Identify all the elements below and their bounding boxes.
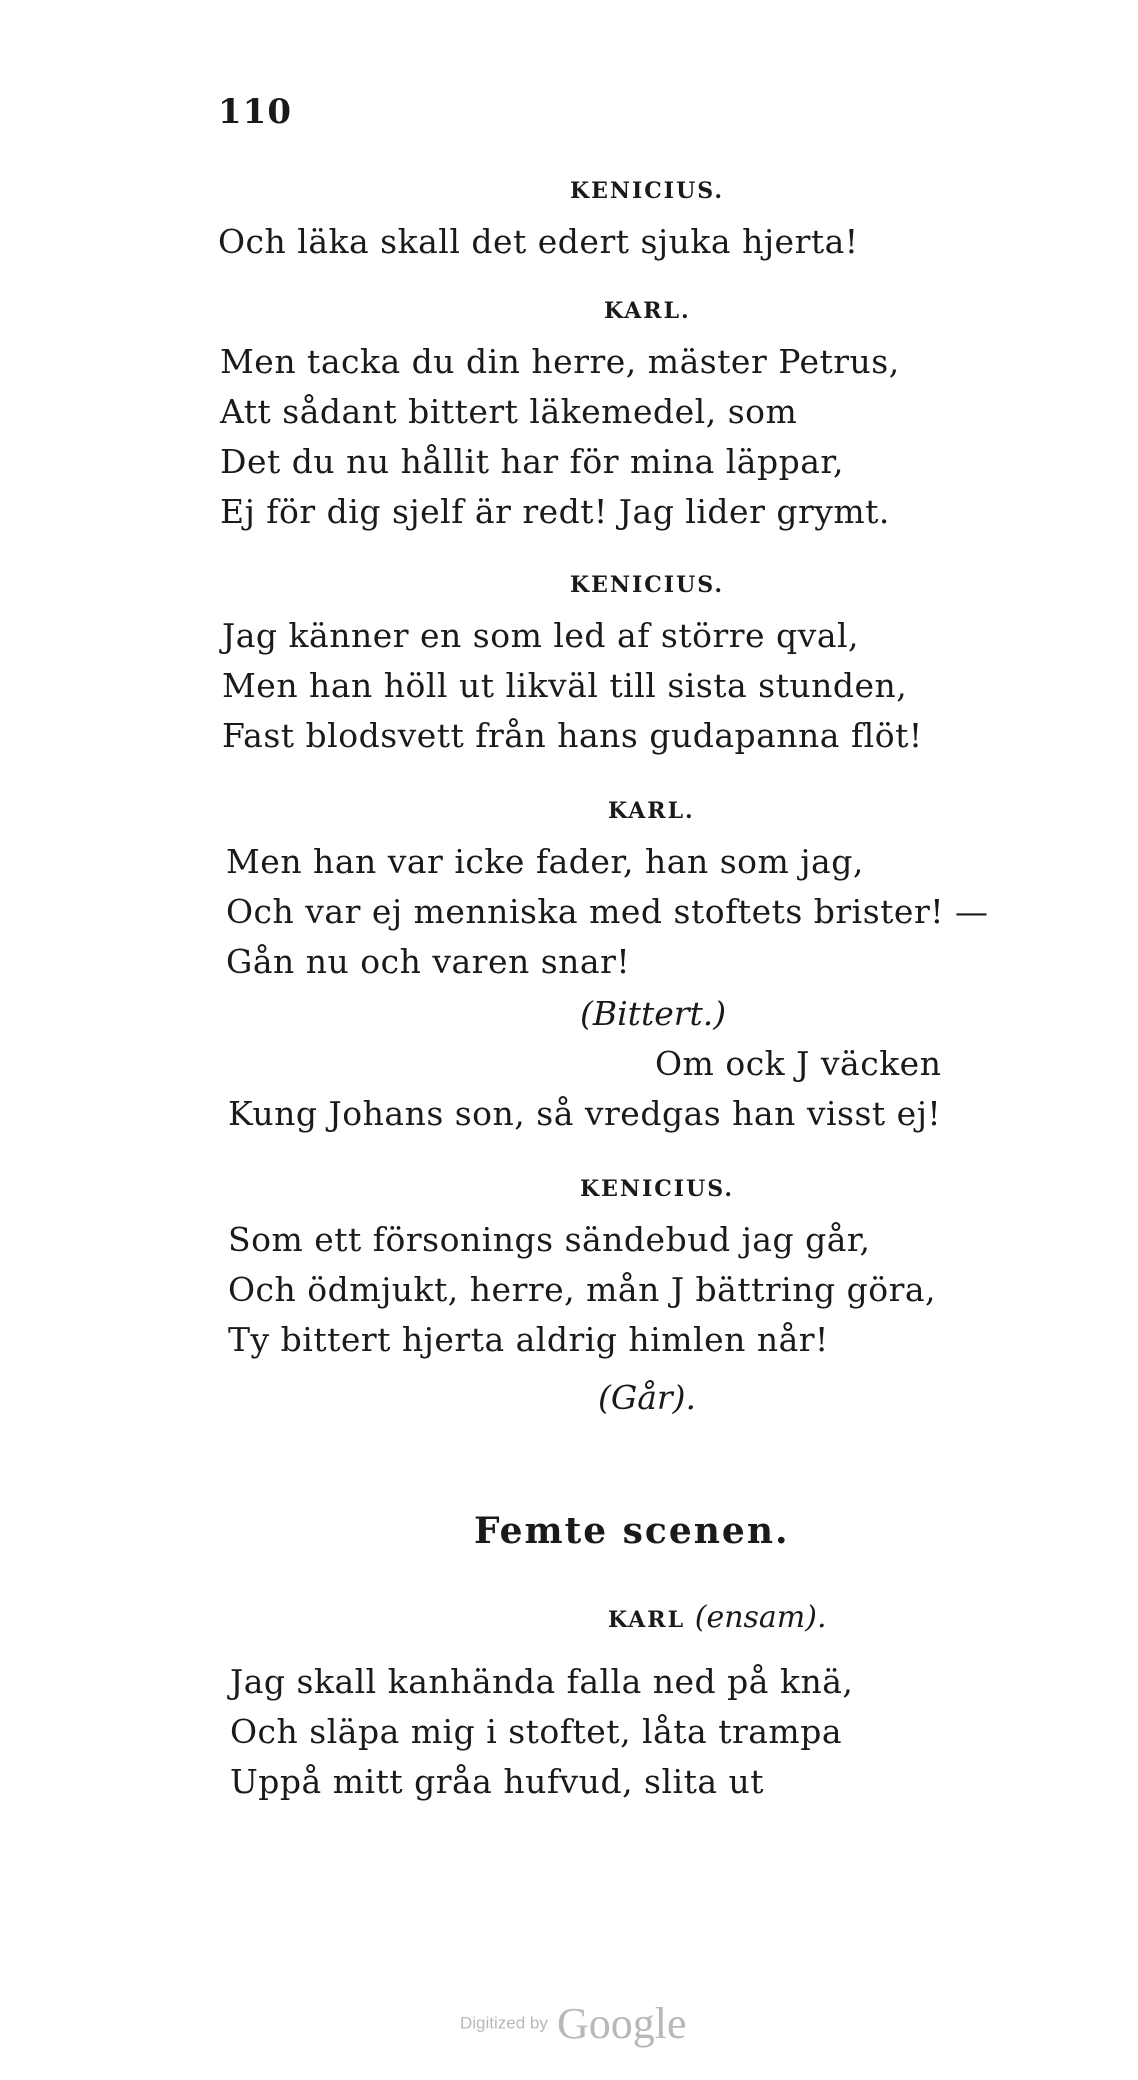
verse-line: Gån nu och varen snar! <box>226 942 631 981</box>
speaker-kenicius: KENICIUS. <box>580 1176 735 1202</box>
speaker-kenicius: KENICIUS. <box>570 178 725 204</box>
speaker-name: KARL <box>608 1607 686 1633</box>
verse-line: Fast blodsvett från hans gudapanna flöt! <box>222 716 923 755</box>
verse-line: Som ett försonings sändebud jag går, <box>228 1220 871 1259</box>
stage-direction: (Går). <box>598 1378 697 1417</box>
verse-line: Men han var icke fader, han som jag, <box>226 842 864 881</box>
stage-direction: (Bittert.) <box>580 994 727 1033</box>
speaker-karl: KARL. <box>604 298 691 324</box>
stage-direction: (ensam). <box>694 1600 827 1635</box>
google-logo-text: Google <box>556 1999 687 2048</box>
watermark-small-text: Digitized by <box>460 2013 548 2033</box>
verse-line: Och läka skall det edert sjuka hjerta! <box>218 222 859 261</box>
speaker-kenicius: KENICIUS. <box>570 572 725 598</box>
verse-line: Jag känner en som led af större qval, <box>222 616 860 655</box>
verse-line: Det du nu hållit har för mina läppar, <box>220 442 845 481</box>
scene-title: Femte scenen. <box>474 1510 790 1552</box>
page-number: 110 <box>218 92 292 132</box>
verse-line: Ty bittert hjerta aldrig himlen når! <box>228 1320 829 1359</box>
verse-line: Och ödmjukt, herre, mån J bättring göra, <box>228 1270 937 1309</box>
verse-line: Uppå mitt gråa hufvud, slita ut <box>230 1762 765 1801</box>
verse-line: Kung Johans son, så vredgas han visst ej! <box>228 1094 942 1133</box>
speaker-karl <box>608 1600 826 1635</box>
verse-line: Att sådant bittert läkemedel, som <box>220 392 798 431</box>
google-watermark <box>460 1998 687 2049</box>
verse-line: Men tacka du din herre, mäster Petrus, <box>220 342 900 381</box>
verse-line: Ej för dig sjelf är redt! Jag lider grymt. <box>220 492 890 531</box>
verse-line: Och var ej menniska med stoftets brister! — <box>226 892 989 931</box>
verse-line: Om ock J väcken <box>655 1044 942 1083</box>
speaker-karl: KARL. <box>608 798 695 824</box>
verse-line: Jag skall kanhända falla ned på knä, <box>230 1662 854 1701</box>
verse-line: Och släpa mig i stoftet, låta trampa <box>230 1712 842 1751</box>
verse-line: Men han höll ut likväl till sista stunden, <box>222 666 908 705</box>
